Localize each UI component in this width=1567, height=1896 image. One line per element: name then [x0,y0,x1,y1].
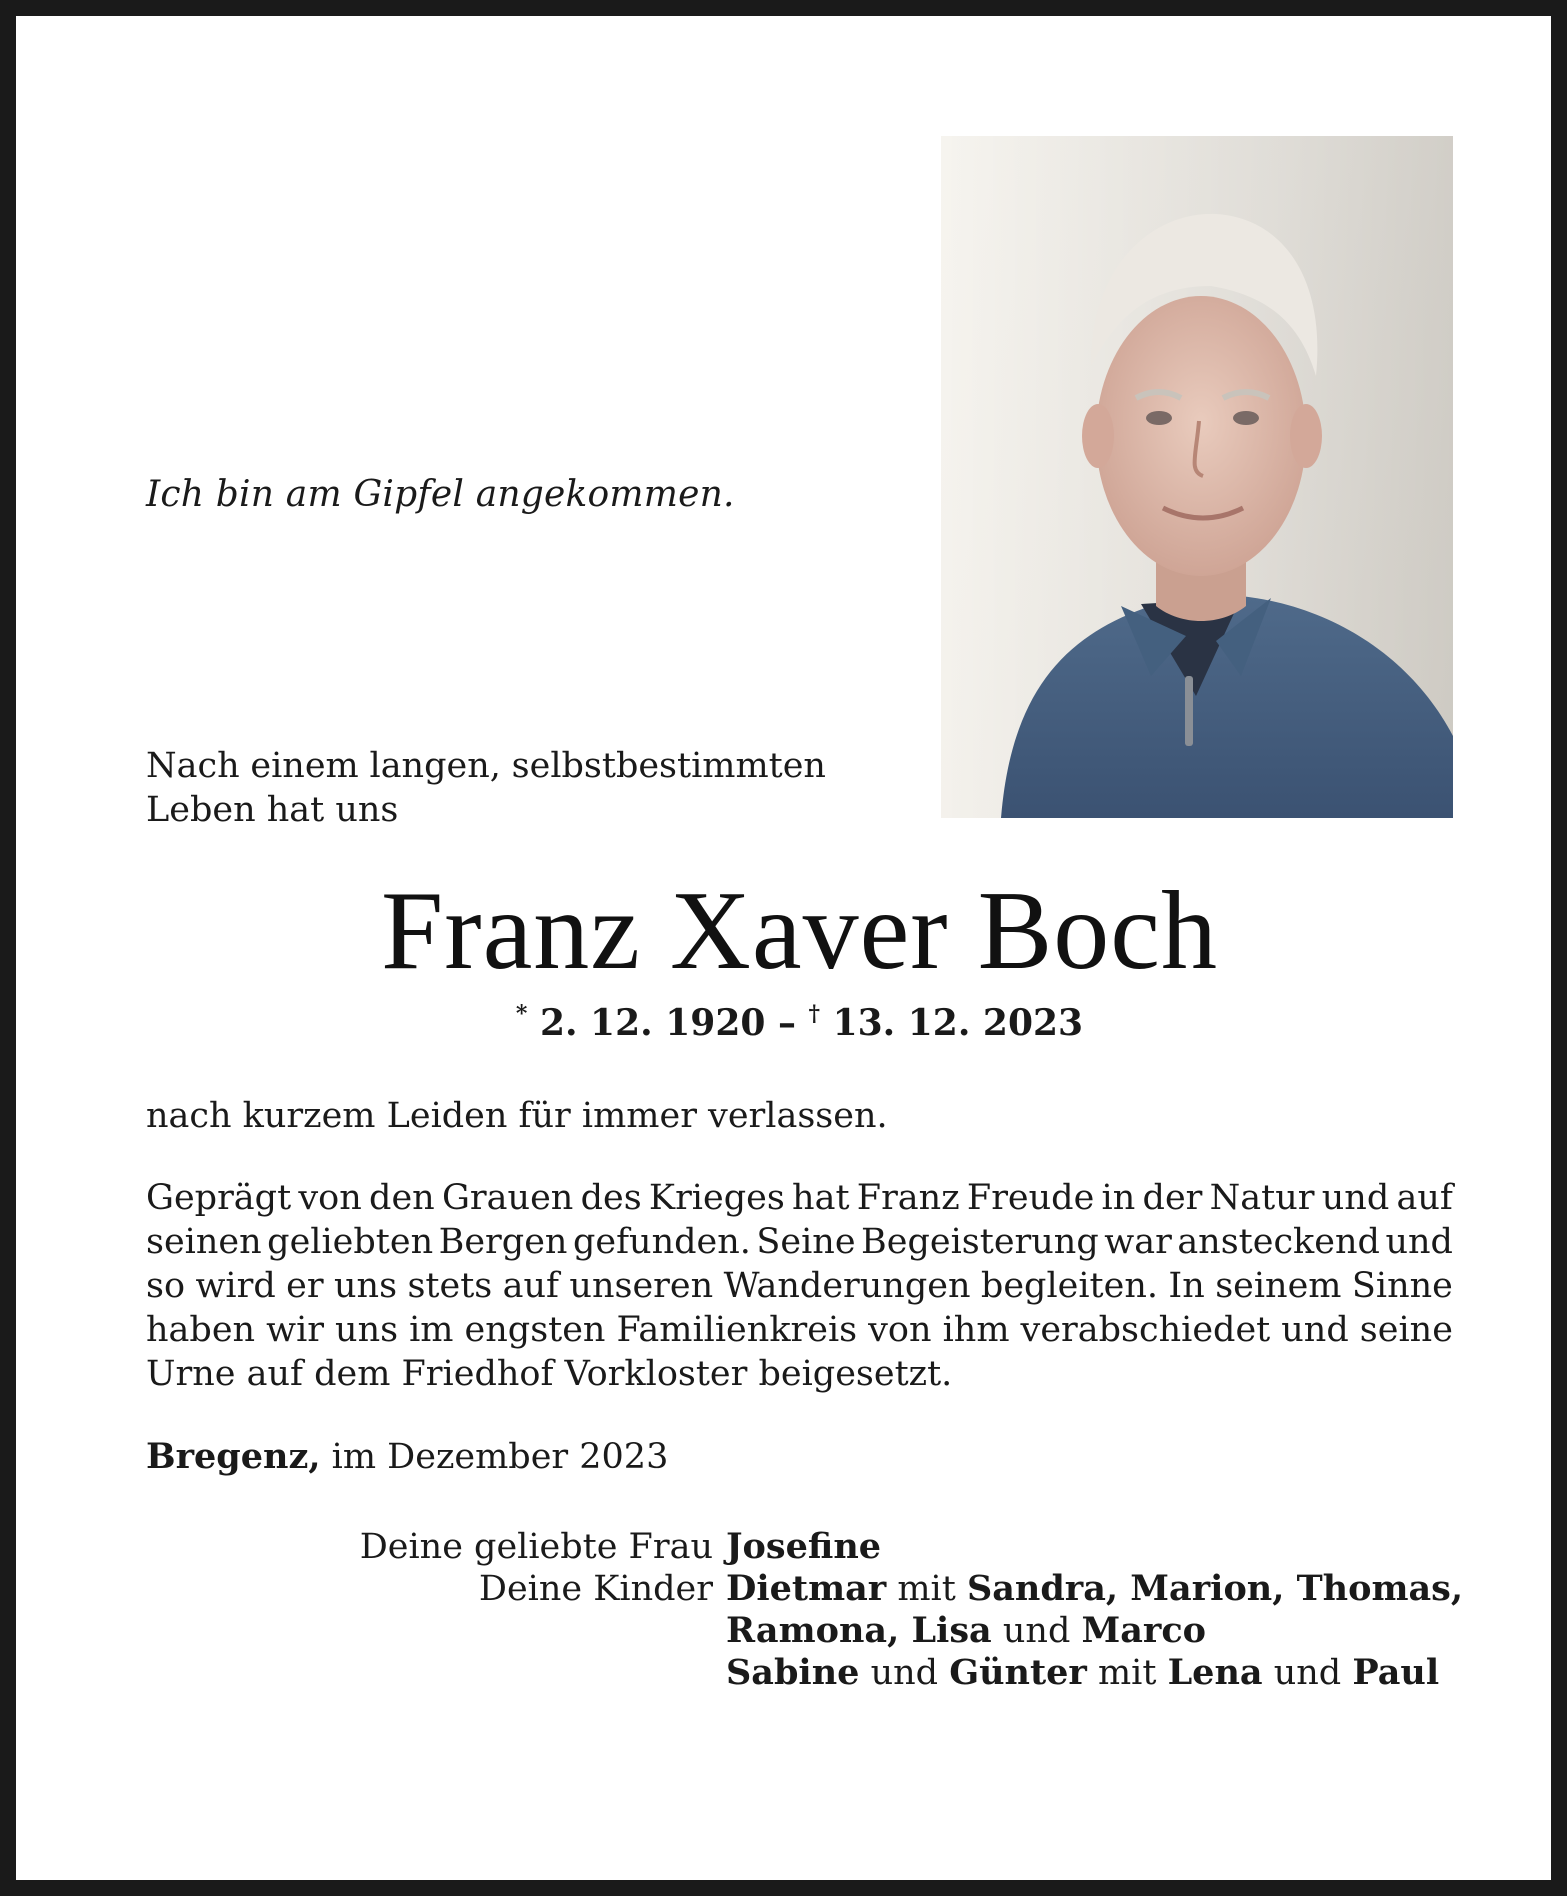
paragraph-word: verabschiedet [1020,1310,1271,1350]
after-name-text: nach kurzem Leiden für immer verlassen. [146,1096,888,1136]
paragraph-word: von [298,1178,362,1218]
paragraph-word: Sinne [1351,1266,1453,1306]
connector: und [859,1653,950,1693]
paragraph-word: in [1101,1178,1136,1218]
intro-line-1 [146,744,826,788]
paragraph-word: im [409,1310,454,1350]
grandchildren-names: Sandra, Marion, Thomas, [966,1568,1464,1609]
paragraph-word: und [1321,1178,1390,1218]
intro-line-2: Leben hat uns [146,790,399,830]
child-name: Dietmar [726,1568,887,1609]
paragraph-word: den [369,1178,435,1218]
deceased-name: Franz Xaver Boch [380,869,1219,993]
paragraph-word: Seine [756,1222,856,1262]
paragraph-word: wird [195,1266,276,1306]
grandchild-name: Lena [1167,1652,1263,1693]
grandchild-name: Paul [1352,1652,1440,1693]
children-label: Deine Kinder [478,1569,713,1609]
wife-label: Deine geliebte Frau [359,1527,713,1567]
paragraph-word: engsten [464,1310,606,1350]
birth-symbol: * [515,1001,528,1027]
paragraph-word: und [1385,1222,1453,1262]
paragraph-word: wir [266,1310,324,1350]
paragraph-word: Franz [856,1178,960,1218]
paragraph-word: von [868,1310,932,1350]
wife-name-text: Josefine [726,1526,882,1567]
place-date-text: im Dezember 2023 [320,1437,669,1477]
paragraph-word: Natur [1209,1178,1315,1218]
connector: mit [1086,1653,1168,1693]
paragraph-word: Bergen [438,1222,568,1262]
paragraph-word: Familienkreis [616,1310,858,1350]
connector: mit [886,1569,967,1609]
children-line-2 [726,1610,1206,1652]
memorial-paragraph [146,1176,1453,1396]
motto-quote: Ich bin am Gipfel angekommen. [146,474,735,515]
paragraph-word: so [146,1266,186,1306]
paragraph-word: stets [407,1266,493,1306]
paragraph-line [146,1308,1453,1352]
connector: und [991,1611,1082,1651]
portrait-illustration [941,136,1453,818]
paragraph-word: gefunden. [572,1222,751,1262]
paragraph-word: In [1168,1266,1205,1306]
paragraph-line [146,1264,1453,1308]
intro-word: selbstbestimmten [511,746,826,786]
child-name: Sabine [726,1652,860,1693]
wife-name [726,1526,881,1568]
life-dates [16,1001,1567,1044]
death-symbol: † [808,1001,821,1027]
paragraph-word: uns [334,1266,398,1306]
paragraph-word: er [286,1266,324,1306]
death-date: 13. 12. 2023 [832,1002,1084,1044]
paragraph-word: begleiten. [980,1266,1158,1306]
paragraph-word: seine [1359,1310,1453,1350]
children-line-1 [726,1568,1463,1610]
paragraph-word: haben [146,1310,256,1350]
paragraph-word: Begeisterung [861,1222,1099,1262]
paragraph-word: geliebten [267,1222,434,1262]
paragraph-word: hat [792,1178,850,1218]
intro-word: Nach [146,746,240,786]
paragraph-word: ansteckend [1177,1222,1380,1262]
paragraph-word: der [1142,1178,1203,1218]
paragraph-word: Krieges [648,1178,785,1218]
grandchildren-names: Ramona, Lisa [726,1610,992,1651]
paragraph-word: unseren [569,1266,714,1306]
paragraph-word: seinem [1215,1266,1342,1306]
intro-word: einem [250,746,359,786]
paragraph-word: Grauen [441,1178,574,1218]
paragraph-word: des [580,1178,642,1218]
paragraph-word: auf [1396,1178,1453,1218]
paragraph-word: und [1281,1310,1349,1350]
grandchild-name: Marco [1081,1610,1207,1651]
intro-text [146,744,826,832]
birth-date: 2. 12. 1920 [539,1002,766,1044]
children-line-3 [726,1652,1439,1694]
portrait-photo [941,136,1453,818]
paragraph-word: uns [335,1310,399,1350]
paragraph-word: Geprägt [146,1178,292,1218]
paragraph-word: Wanderungen [723,1266,971,1306]
connector: und [1262,1653,1353,1693]
paragraph-word: ihm [942,1310,1010,1350]
paragraph-word: war [1104,1222,1172,1262]
intro-word: langen, [369,746,501,786]
paragraph-word: Freude [966,1178,1095,1218]
paragraph-line [146,1176,1453,1220]
paragraph-line: Urne auf dem Friedhof Vorkloster beigesetzt. [146,1354,953,1394]
paragraph-line [146,1220,1453,1264]
place-name: Bregenz, [146,1436,321,1477]
place-date [146,1436,668,1477]
child-partner-name: Günter [949,1652,1087,1693]
paragraph-word: auf [502,1266,560,1306]
date-dash: – [777,1002,796,1044]
paragraph-word: seinen [146,1222,262,1262]
